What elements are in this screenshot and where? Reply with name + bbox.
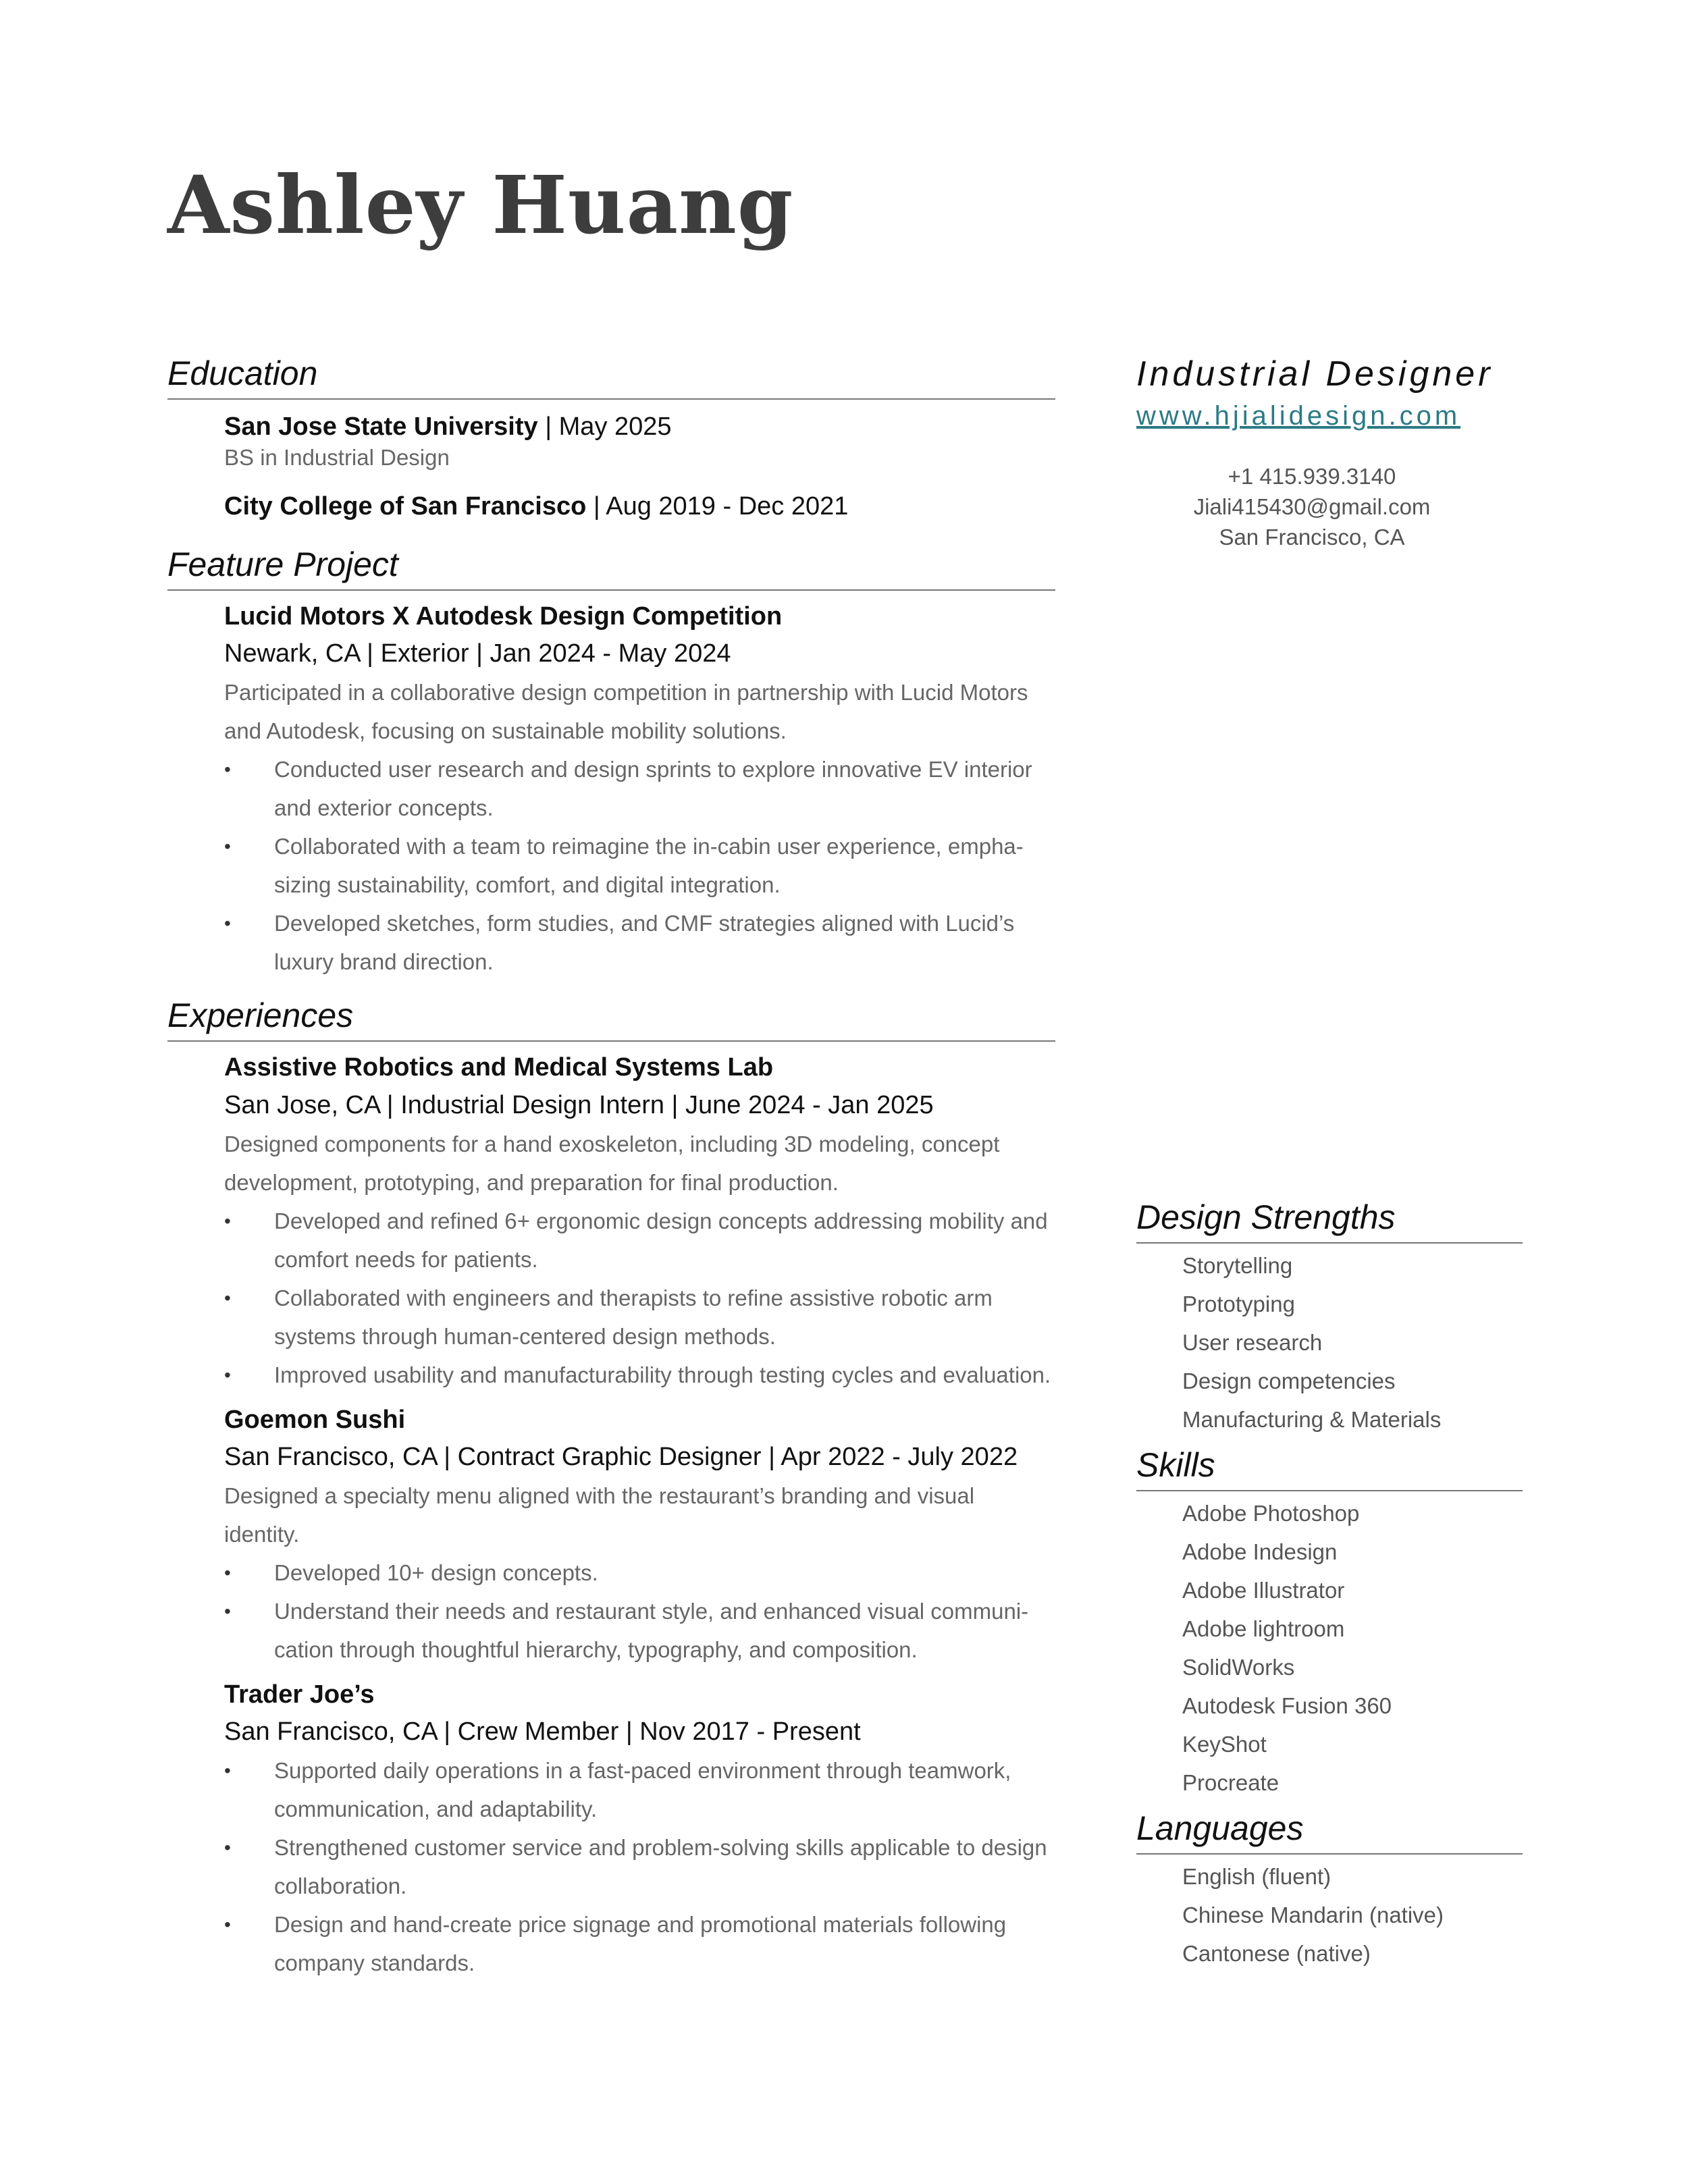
job-title: Industrial Designer bbox=[1136, 354, 1494, 394]
list-item: Design competencies bbox=[1182, 1368, 1396, 1393]
list-item: KeyShot bbox=[1182, 1732, 1267, 1757]
bullet-item: • Conducted user research and design sprints to explore innovative EV interior and exterior concepts. bbox=[224, 750, 1055, 827]
list-item: Adobe Illustrator bbox=[1182, 1578, 1345, 1603]
main-column bbox=[167, 356, 1055, 1982]
list-item: Adobe Photoshop bbox=[1182, 1501, 1360, 1526]
list-item: Adobe Indesign bbox=[1182, 1539, 1338, 1564]
list-item: English (fluent) bbox=[1182, 1864, 1331, 1889]
bullet-item: • Strengthened customer service and problem-solving skills applicable to design collaboration. bbox=[224, 1828, 1055, 1905]
design-strengths-section bbox=[1136, 1200, 1523, 1439]
skills-heading: Skills bbox=[1136, 1448, 1523, 1491]
list-item: Storytelling bbox=[1182, 1253, 1293, 1278]
bullet-item: • Developed sketches, form studies, and CMF strategies aligned with Lucid’s luxury brand direction. bbox=[224, 904, 1055, 981]
job-entry bbox=[167, 1402, 1055, 1669]
email-link[interactable]: Jiali415430@gmail.com bbox=[1193, 494, 1431, 519]
bullet-item: • Collaborated with engineers and therapists to refine assistive robotic arm systems through human-centered design methods. bbox=[224, 1279, 1055, 1356]
project-meta: Newark, CA | Exterior | Jan 2024 - May 2024 bbox=[224, 639, 731, 668]
education-item: San Jose State University | May 2025 bbox=[224, 412, 672, 441]
education-heading: Education bbox=[167, 356, 1055, 400]
school-name: San Jose State University bbox=[224, 412, 538, 441]
job-bullets bbox=[224, 1553, 1055, 1669]
list-item: User research bbox=[1182, 1330, 1323, 1355]
bullet-item: • Developed 10+ design concepts. bbox=[224, 1553, 1055, 1592]
job-entry bbox=[167, 1677, 1055, 1982]
bullet-item: • Design and hand-create price signage and promotional materials following company standards. bbox=[224, 1905, 1055, 1982]
experiences-section bbox=[167, 998, 1055, 1982]
project-title: Lucid Motors X Autodesk Design Competition bbox=[224, 602, 783, 631]
job-org: Goemon Sushi bbox=[224, 1405, 406, 1434]
feature-project-heading: Feature Project bbox=[167, 548, 1055, 591]
list-item: Chinese Mandarin (native) bbox=[1182, 1902, 1444, 1927]
project-description: Participated in a collaborative design competition in partnership with Lucid Motors and Autodesk, focusing on sustainable mobility solutions. bbox=[224, 680, 1028, 744]
list-item: Prototyping bbox=[1182, 1291, 1295, 1316]
job-meta: San Francisco, CA | Crew Member | Nov 2017 - Present bbox=[224, 1717, 861, 1747]
languages-heading: Languages bbox=[1136, 1811, 1523, 1855]
candidate-name: Ashley Huang bbox=[167, 158, 794, 252]
bullet-item: • Supported daily operations in a fast-paced environment through teamwork, communication, and adaptability. bbox=[224, 1751, 1055, 1828]
bullet-item: • Developed and refined 6+ ergonomic design concepts addressing mobility and comfort needs for patients. bbox=[224, 1202, 1055, 1279]
job-org: Assistive Robotics and Medical Systems Lab bbox=[224, 1053, 774, 1082]
list-item: Procreate bbox=[1182, 1770, 1280, 1795]
design-strengths-heading: Design Strengths bbox=[1136, 1200, 1523, 1244]
job-entry bbox=[167, 1050, 1055, 1393]
list-item: Adobe lightroom bbox=[1182, 1616, 1345, 1641]
phone: +1 415.939.3140 bbox=[1228, 464, 1396, 489]
list-item: Cantonese (native) bbox=[1182, 1941, 1371, 1966]
bullet-item: • Improved usability and manufacturability through testing cycles and evaluation. bbox=[224, 1356, 1055, 1394]
school-name: City College of San Francisco bbox=[224, 492, 587, 521]
experiences-heading: Experiences bbox=[167, 998, 1055, 1042]
website-link[interactable]: www.hjialidesign.com bbox=[1136, 401, 1461, 431]
list-item: SolidWorks bbox=[1182, 1655, 1295, 1680]
job-description: Designed components for a hand exoskeleton, including 3D modeling, concept development, prototyping, and preparation for final production. bbox=[224, 1131, 1000, 1195]
education-section bbox=[167, 356, 1055, 525]
education-date: May 2025 bbox=[558, 412, 672, 441]
list-item: Autodesk Fusion 360 bbox=[1182, 1693, 1392, 1718]
education-date: Aug 2019 - Dec 2021 bbox=[606, 492, 849, 521]
job-meta: San Jose, CA | Industrial Design Intern | June 2024 - Jan 2025 bbox=[224, 1090, 934, 1119]
location: San Francisco, CA bbox=[1219, 525, 1405, 550]
job-meta: San Francisco, CA | Contract Graphic Designer | Apr 2022 - July 2022 bbox=[224, 1442, 1018, 1471]
job-description: Designed a specialty menu aligned with the restaurant’s branding and visual identity. bbox=[224, 1483, 975, 1547]
list-item: Manufacturing & Materials bbox=[1182, 1407, 1442, 1432]
project-bullets bbox=[224, 750, 1055, 981]
degree: BS in Industrial Design bbox=[224, 445, 450, 471]
skills-section bbox=[1136, 1448, 1523, 1802]
bullet-item: • Understand their needs and restaurant style, and enhanced visual communi- cation through thoughtful hierarchy, typography, and composition. bbox=[224, 1592, 1055, 1669]
sidebar bbox=[1136, 356, 1523, 1973]
bullet-item: • Collaborated with a team to reimagine the in-cabin user experience, empha- sizing sustainability, comfort, and digital integration. bbox=[224, 827, 1055, 904]
education-item: City College of San Francisco | Aug 2019 - Dec 2021 bbox=[224, 492, 849, 521]
job-bullets bbox=[224, 1751, 1055, 1982]
job-org: Trader Joe’s bbox=[224, 1680, 375, 1709]
job-bullets bbox=[224, 1202, 1055, 1394]
languages-section bbox=[1136, 1811, 1523, 1973]
contact-info bbox=[1136, 461, 1487, 552]
feature-project-section bbox=[167, 545, 1055, 981]
